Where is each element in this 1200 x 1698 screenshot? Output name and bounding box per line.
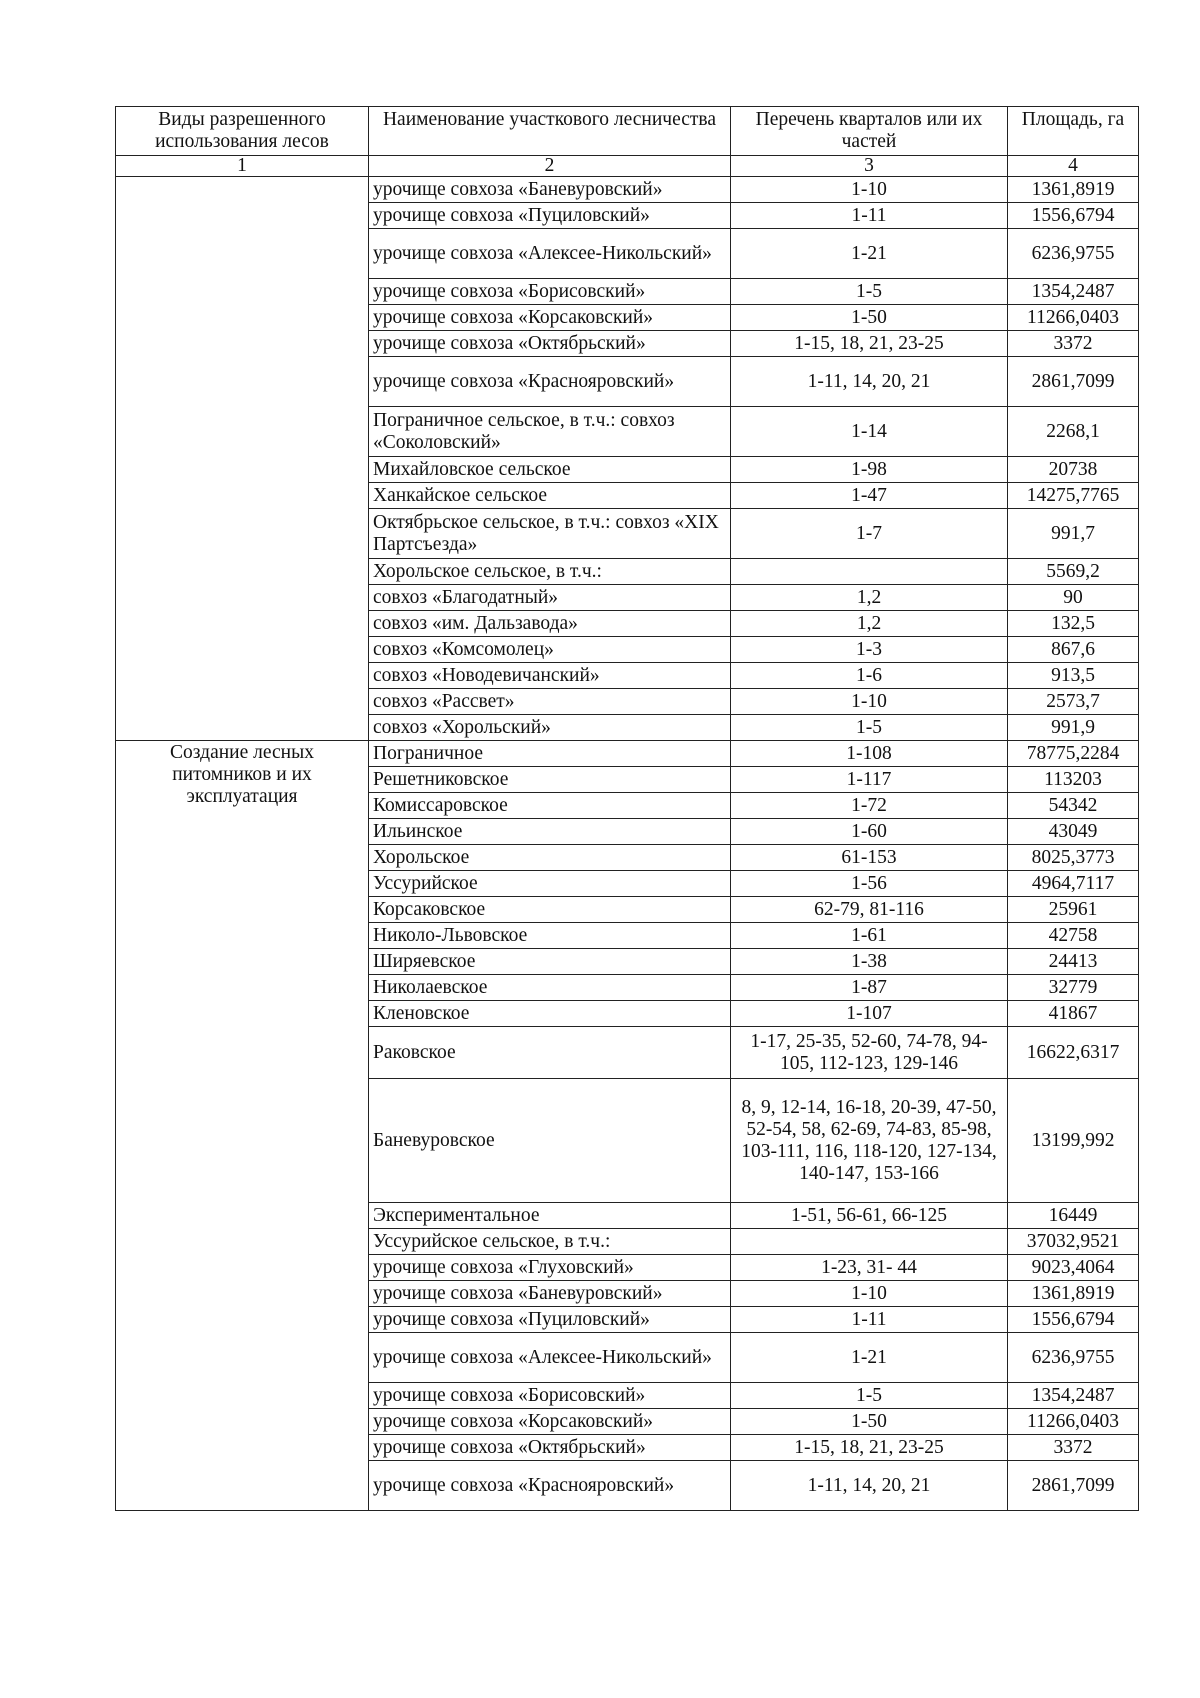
area-cell: 991,7 xyxy=(1008,509,1139,559)
area-cell: 132,5 xyxy=(1008,611,1139,637)
forestry-name-cell: Ширяевское xyxy=(369,949,731,975)
quarters-cell: 1,2 xyxy=(731,611,1008,637)
area-cell: 913,5 xyxy=(1008,663,1139,689)
area-cell: 1354,2487 xyxy=(1008,1383,1139,1409)
forestry-name-cell: Ханкайское сельское xyxy=(369,483,731,509)
forestry-name-cell: урочище совхоза «Баневуровский» xyxy=(369,1281,731,1307)
area-cell: 11266,0403 xyxy=(1008,305,1139,331)
forestry-name-cell: Пограничное сельское, в т.ч.: совхоз «Соколовский» xyxy=(369,407,731,457)
column-number-row xyxy=(116,156,1139,177)
quarters-cell: 1-47 xyxy=(731,483,1008,509)
quarters-cell: 1-117 xyxy=(731,767,1008,793)
column-number: 4 xyxy=(1008,156,1139,177)
quarters-cell: 1-14 xyxy=(731,407,1008,457)
forestry-name-cell: урочище совхоза «Пуциловский» xyxy=(369,1307,731,1333)
forestry-name-cell: Комиссаровское xyxy=(369,793,731,819)
area-cell: 1556,6794 xyxy=(1008,203,1139,229)
quarters-cell: 1-98 xyxy=(731,457,1008,483)
area-cell: 54342 xyxy=(1008,793,1139,819)
quarters-cell: 8, 9, 12-14, 16-18, 20-39, 47-50, 52-54, 58, 62-69, 74-83, 85-98, 103-111, 116, 118-120, 127-134, 140-147, 153-166 xyxy=(731,1079,1008,1203)
forestry-name-cell: урочище совхоза «Глуховский» xyxy=(369,1255,731,1281)
forestry-name-cell: Хорольское xyxy=(369,845,731,871)
area-cell: 2861,7099 xyxy=(1008,357,1139,407)
quarters-cell: 1-3 xyxy=(731,637,1008,663)
forestry-name-cell: Экспериментальное xyxy=(369,1203,731,1229)
area-cell: 3372 xyxy=(1008,1435,1139,1461)
quarters-cell: 1-11, 14, 20, 21 xyxy=(731,1461,1008,1511)
header-row xyxy=(116,107,1139,156)
forestry-name-cell: Корсаковское xyxy=(369,897,731,923)
forestry-name-cell: урочище совхоза «Алексее-Никольский» xyxy=(369,1333,731,1383)
quarters-cell: 1-17, 25-35, 52-60, 74-78, 94-105, 112-123, 129-146 xyxy=(731,1027,1008,1079)
quarters-cell: 1-21 xyxy=(731,1333,1008,1383)
use-type-cell: Создание лесных питомников и их эксплуатация xyxy=(116,741,369,1511)
forest-use-table xyxy=(115,106,1139,1511)
area-cell: 90 xyxy=(1008,585,1139,611)
area-cell: 2268,1 xyxy=(1008,407,1139,457)
forestry-name-cell: урочище совхоза «Октябрьский» xyxy=(369,331,731,357)
table-row xyxy=(116,177,1139,203)
forestry-name-cell: совхоз «Хорольский» xyxy=(369,715,731,741)
forestry-name-cell: совхоз «Благодатный» xyxy=(369,585,731,611)
area-cell: 1361,8919 xyxy=(1008,1281,1139,1307)
table-row xyxy=(116,741,1139,767)
forestry-name-cell: Пограничное xyxy=(369,741,731,767)
header-cell-area: Площадь, га xyxy=(1008,107,1139,156)
quarters-cell: 1-51, 56-61, 66-125 xyxy=(731,1203,1008,1229)
quarters-cell: 1-10 xyxy=(731,1281,1008,1307)
area-cell: 14275,7765 xyxy=(1008,483,1139,509)
forestry-name-cell: урочище совхоза «Октябрьский» xyxy=(369,1435,731,1461)
forestry-name-cell: Уссурийское xyxy=(369,871,731,897)
quarters-cell: 1-6 xyxy=(731,663,1008,689)
quarters-cell: 1-50 xyxy=(731,1409,1008,1435)
area-cell: 867,6 xyxy=(1008,637,1139,663)
area-cell: 11266,0403 xyxy=(1008,1409,1139,1435)
header-cell-use-type: Виды разрешенного использования лесов xyxy=(116,107,369,156)
column-number: 2 xyxy=(369,156,731,177)
quarters-cell: 1-108 xyxy=(731,741,1008,767)
forestry-name-cell: совхоз «Новодевичанский» xyxy=(369,663,731,689)
forestry-name-cell: урочище совхоза «Баневуровский» xyxy=(369,177,731,203)
forestry-name-cell: Хорольское сельское, в т.ч.: xyxy=(369,559,731,585)
forestry-name-cell: Октябрьское сельское, в т.ч.: совхоз «XIX Партсъезда» xyxy=(369,509,731,559)
quarters-cell: 1-5 xyxy=(731,1383,1008,1409)
quarters-cell: 1-50 xyxy=(731,305,1008,331)
quarters-cell: 62-79, 81-116 xyxy=(731,897,1008,923)
header-cell-quarters: Перечень кварталов или их частей xyxy=(731,107,1008,156)
quarters-cell: 1-11 xyxy=(731,203,1008,229)
area-cell: 3372 xyxy=(1008,331,1139,357)
area-cell: 24413 xyxy=(1008,949,1139,975)
quarters-cell: 1-5 xyxy=(731,279,1008,305)
forestry-name-cell: совхоз «Рассвет» xyxy=(369,689,731,715)
area-cell: 113203 xyxy=(1008,767,1139,793)
use-type-cell xyxy=(116,177,369,741)
forestry-name-cell: Кленовское xyxy=(369,1001,731,1027)
quarters-cell: 1-23, 31- 44 xyxy=(731,1255,1008,1281)
forestry-name-cell: Михайловское сельское xyxy=(369,457,731,483)
area-cell: 991,9 xyxy=(1008,715,1139,741)
quarters-cell: 1-107 xyxy=(731,1001,1008,1027)
area-cell: 20738 xyxy=(1008,457,1139,483)
quarters-cell: 1-15, 18, 21, 23-25 xyxy=(731,1435,1008,1461)
area-cell: 9023,4064 xyxy=(1008,1255,1139,1281)
quarters-cell: 1-56 xyxy=(731,871,1008,897)
forestry-name-cell: Николо-Львовское xyxy=(369,923,731,949)
quarters-cell: 1-11 xyxy=(731,1307,1008,1333)
forestry-name-cell: урочище совхоза «Алексее-Никольский» xyxy=(369,229,731,279)
forestry-name-cell: Николаевское xyxy=(369,975,731,1001)
area-cell: 16449 xyxy=(1008,1203,1139,1229)
area-cell: 16622,6317 xyxy=(1008,1027,1139,1079)
quarters-cell: 1-87 xyxy=(731,975,1008,1001)
area-cell: 2573,7 xyxy=(1008,689,1139,715)
area-cell: 32779 xyxy=(1008,975,1139,1001)
forestry-name-cell: Ильинское xyxy=(369,819,731,845)
quarters-cell: 1-21 xyxy=(731,229,1008,279)
forestry-name-cell: совхоз «Комсомолец» xyxy=(369,637,731,663)
area-cell: 37032,9521 xyxy=(1008,1229,1139,1255)
area-cell: 5569,2 xyxy=(1008,559,1139,585)
area-cell: 4964,7117 xyxy=(1008,871,1139,897)
area-cell: 1361,8919 xyxy=(1008,177,1139,203)
quarters-cell: 61-153 xyxy=(731,845,1008,871)
area-cell: 43049 xyxy=(1008,819,1139,845)
quarters-cell: 1-10 xyxy=(731,689,1008,715)
quarters-cell: 1-10 xyxy=(731,177,1008,203)
quarters-cell xyxy=(731,559,1008,585)
quarters-cell xyxy=(731,1229,1008,1255)
forestry-name-cell: урочище совхоза «Борисовский» xyxy=(369,1383,731,1409)
quarters-cell: 1-38 xyxy=(731,949,1008,975)
column-number: 1 xyxy=(116,156,369,177)
quarters-cell: 1-60 xyxy=(731,819,1008,845)
quarters-cell: 1,2 xyxy=(731,585,1008,611)
area-cell: 8025,3773 xyxy=(1008,845,1139,871)
area-cell: 13199,992 xyxy=(1008,1079,1139,1203)
forestry-name-cell: урочище совхоза «Пуциловский» xyxy=(369,203,731,229)
forestry-name-cell: Баневуровское xyxy=(369,1079,731,1203)
forestry-name-cell: совхоз «им. Дальзавода» xyxy=(369,611,731,637)
area-cell: 42758 xyxy=(1008,923,1139,949)
forestry-name-cell: урочище совхоза «Борисовский» xyxy=(369,279,731,305)
quarters-cell: 1-11, 14, 20, 21 xyxy=(731,357,1008,407)
forestry-name-cell: Уссурийское сельское, в т.ч.: xyxy=(369,1229,731,1255)
forestry-name-cell: урочище совхоза «Краснояровский» xyxy=(369,1461,731,1511)
forestry-name-cell: Раковское xyxy=(369,1027,731,1079)
quarters-cell: 1-15, 18, 21, 23-25 xyxy=(731,331,1008,357)
area-cell: 1354,2487 xyxy=(1008,279,1139,305)
quarters-cell: 1-61 xyxy=(731,923,1008,949)
area-cell: 78775,2284 xyxy=(1008,741,1139,767)
forestry-name-cell: урочище совхоза «Краснояровский» xyxy=(369,357,731,407)
table-body xyxy=(116,107,1139,1511)
forestry-name-cell: урочище совхоза «Корсаковский» xyxy=(369,1409,731,1435)
forestry-name-cell: Решетниковское xyxy=(369,767,731,793)
quarters-cell: 1-5 xyxy=(731,715,1008,741)
area-cell: 2861,7099 xyxy=(1008,1461,1139,1511)
area-cell: 6236,9755 xyxy=(1008,1333,1139,1383)
quarters-cell: 1-7 xyxy=(731,509,1008,559)
area-cell: 6236,9755 xyxy=(1008,229,1139,279)
forestry-name-cell: урочище совхоза «Корсаковский» xyxy=(369,305,731,331)
area-cell: 25961 xyxy=(1008,897,1139,923)
quarters-cell: 1-72 xyxy=(731,793,1008,819)
header-cell-forestry-name: Наименование участкового лесничества xyxy=(369,107,731,156)
area-cell: 41867 xyxy=(1008,1001,1139,1027)
area-cell: 1556,6794 xyxy=(1008,1307,1139,1333)
column-number: 3 xyxy=(731,156,1008,177)
